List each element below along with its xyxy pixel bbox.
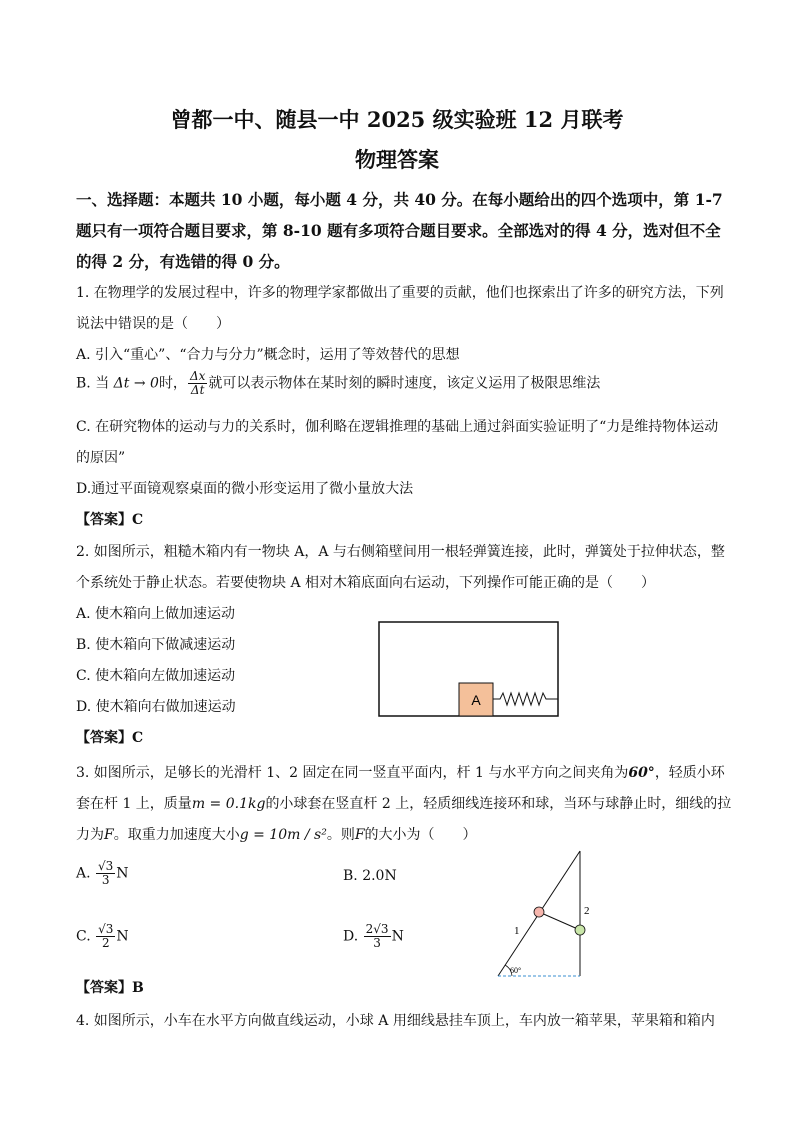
q3-stem-line2-suffix: 的小球套在竖直杆 2 上，轻质细线连接环和球，当环与球静止时，细线的拉 — [265, 796, 732, 812]
q3-stem-line3-mid2: 。则 — [326, 827, 355, 843]
q3-option-c-label: C. — [76, 928, 91, 945]
q3-answer: 【答案】B — [76, 980, 144, 996]
q2-option-d: D. 使木箱向右做加速运动 — [76, 699, 236, 715]
q3-stem-line3-mid: 。取重力加速度大小 — [113, 827, 240, 843]
small-ball — [575, 925, 585, 935]
q2-option-c: C. 使木箱向左做加速运动 — [76, 668, 236, 684]
q1-option-d: D.通过平面镜观察桌面的微小形变运用了微小量放大法 — [76, 481, 414, 497]
q1-option-c-line1: C. 在研究物体的运动与力的关系时，伽利略在逻辑推理的基础上通过斜面实验证明了“力是维持物体运动 — [76, 419, 719, 435]
q2-box-figure — [378, 620, 560, 720]
q3-option-a-label: A. — [76, 865, 91, 882]
q1-option-a: A. 引入“重心”、“合力与分力”概念时，运用了等效替代的思想 — [76, 347, 460, 363]
light-ring — [534, 907, 544, 917]
rod-1-label: 1 — [514, 925, 520, 937]
page-subtitle: 物理答案 — [355, 147, 439, 172]
block-a-label: A — [471, 692, 481, 708]
q3-option-a-denominator: 3 — [101, 873, 110, 887]
q3-option-d-numerator: 2√3 — [365, 922, 389, 936]
q3-option-d-label: D. — [343, 928, 359, 945]
q3-option-c-fraction — [96, 923, 115, 950]
q2-answer: 【答案】C — [76, 730, 144, 746]
q1-fraction-denominator: Δt — [190, 383, 205, 397]
q2-option-b: B. 使木箱向下做减速运动 — [76, 637, 236, 653]
q3-option-d — [343, 923, 404, 950]
q3-option-d-denominator: 3 — [373, 936, 381, 950]
q3-force-symbol: F — [104, 827, 114, 843]
q1-option-b-mid: 时， — [158, 375, 187, 392]
q3-option-a-fraction — [96, 860, 115, 887]
q1-option-b-prefix: B. 当 — [76, 375, 110, 392]
section-heading-line3: 的得 2 分，有选错的得 0 分。 — [76, 252, 290, 271]
q3-stem-line2 — [76, 793, 731, 813]
page-title: 曾都一中、随县一中 2025 级实验班 12 月联考 — [170, 107, 624, 132]
q3-option-c-unit: N — [116, 928, 129, 945]
q3-option-d-fraction — [364, 923, 391, 950]
q3-stem-line3-text: 力为 — [76, 827, 104, 843]
q3-rods-figure — [490, 848, 590, 982]
q1-option-b-fraction — [188, 370, 207, 397]
q1-fraction-numerator: Δx — [189, 369, 206, 383]
q3-option-c — [76, 923, 129, 950]
q1-stem-line1: 1. 在物理学的发展过程中，许多的物理学家都做出了重要的贡献，他们也探索出了许多的研究方法，下列 — [76, 285, 724, 301]
q3-option-d-unit: N — [391, 928, 404, 945]
q3-stem-line1 — [76, 762, 725, 782]
q1-answer: 【答案】C — [76, 512, 144, 528]
q3-stem-line3 — [76, 824, 477, 844]
q3-option-c-numerator: √3 — [98, 922, 114, 936]
thin-string — [539, 912, 580, 930]
q3-option-c-denominator: 2 — [101, 936, 110, 950]
rod-2-label: 2 — [584, 905, 590, 917]
section-heading-line1: 一、选择题：本题共 10 小题，每小题 4 分，共 40 分。在每小题给出的四个选项中，第 1-7 — [76, 190, 723, 209]
q3-option-a-numerator: √3 — [98, 859, 114, 873]
q3-angle-value: 60° — [628, 765, 655, 781]
q3-force-symbol-2: F — [354, 827, 365, 843]
q3-option-a-unit: N — [116, 865, 129, 882]
q4-stem-line1: 4. 如图所示，小车在水平方向做直线运动，小球 A 用细线悬挂车顶上，车内放一箱苹果，苹果箱和箱内 — [76, 1013, 715, 1029]
q1-stem-line2: 说法中错误的是（ ） — [76, 316, 230, 332]
q1-option-b-suffix: 就可以表示物体在某时刻的瞬时速度，该定义运用了极限思维法 — [208, 375, 601, 392]
q2-stem-line2: 个系统处于静止状态。若要使物块 A 相对木箱底面向右运动，下列操作可能正确的是（ ） — [76, 575, 656, 591]
q3-gravity-value: g = 10m / s² — [239, 827, 327, 843]
spring — [493, 693, 558, 705]
section-heading-line2: 题只有一项符合题目要求，第 8-10 题有多项符合题目要求。全部选对的得 4 分，选对但不全 — [76, 221, 721, 240]
q3-option-a — [76, 860, 129, 887]
q3-mass-value: m = 0.1kg — [191, 796, 266, 812]
q3-stem-line1-suffix: ，轻质小环 — [654, 765, 725, 781]
q1-option-b — [76, 370, 600, 397]
q3-stem-line2-text: 套在杆 1 上，质量 — [76, 796, 192, 812]
q3-stem-line3-suffix: 的大小为（ ） — [364, 827, 477, 843]
q3-option-b: B. 2.0N — [343, 868, 397, 884]
angle-label: 60° — [510, 966, 522, 975]
q3-stem-line1-text: 3. 如图所示，足够长的光滑杆 1、2 固定在同一竖直平面内，杆 1 与水平方向之间夹角为 — [76, 765, 629, 781]
q2-option-a: A. 使木箱向上做加速运动 — [76, 606, 236, 622]
q1-option-c-line2: 的原因” — [76, 450, 126, 466]
q1-option-b-limit: Δt → 0 — [113, 375, 159, 392]
q2-stem-line1: 2. 如图所示，粗糙木箱内有一物块 A，A 与右侧箱壁间用一根轻弹簧连接，此时，弹簧处于拉伸状态，整 — [76, 544, 725, 560]
